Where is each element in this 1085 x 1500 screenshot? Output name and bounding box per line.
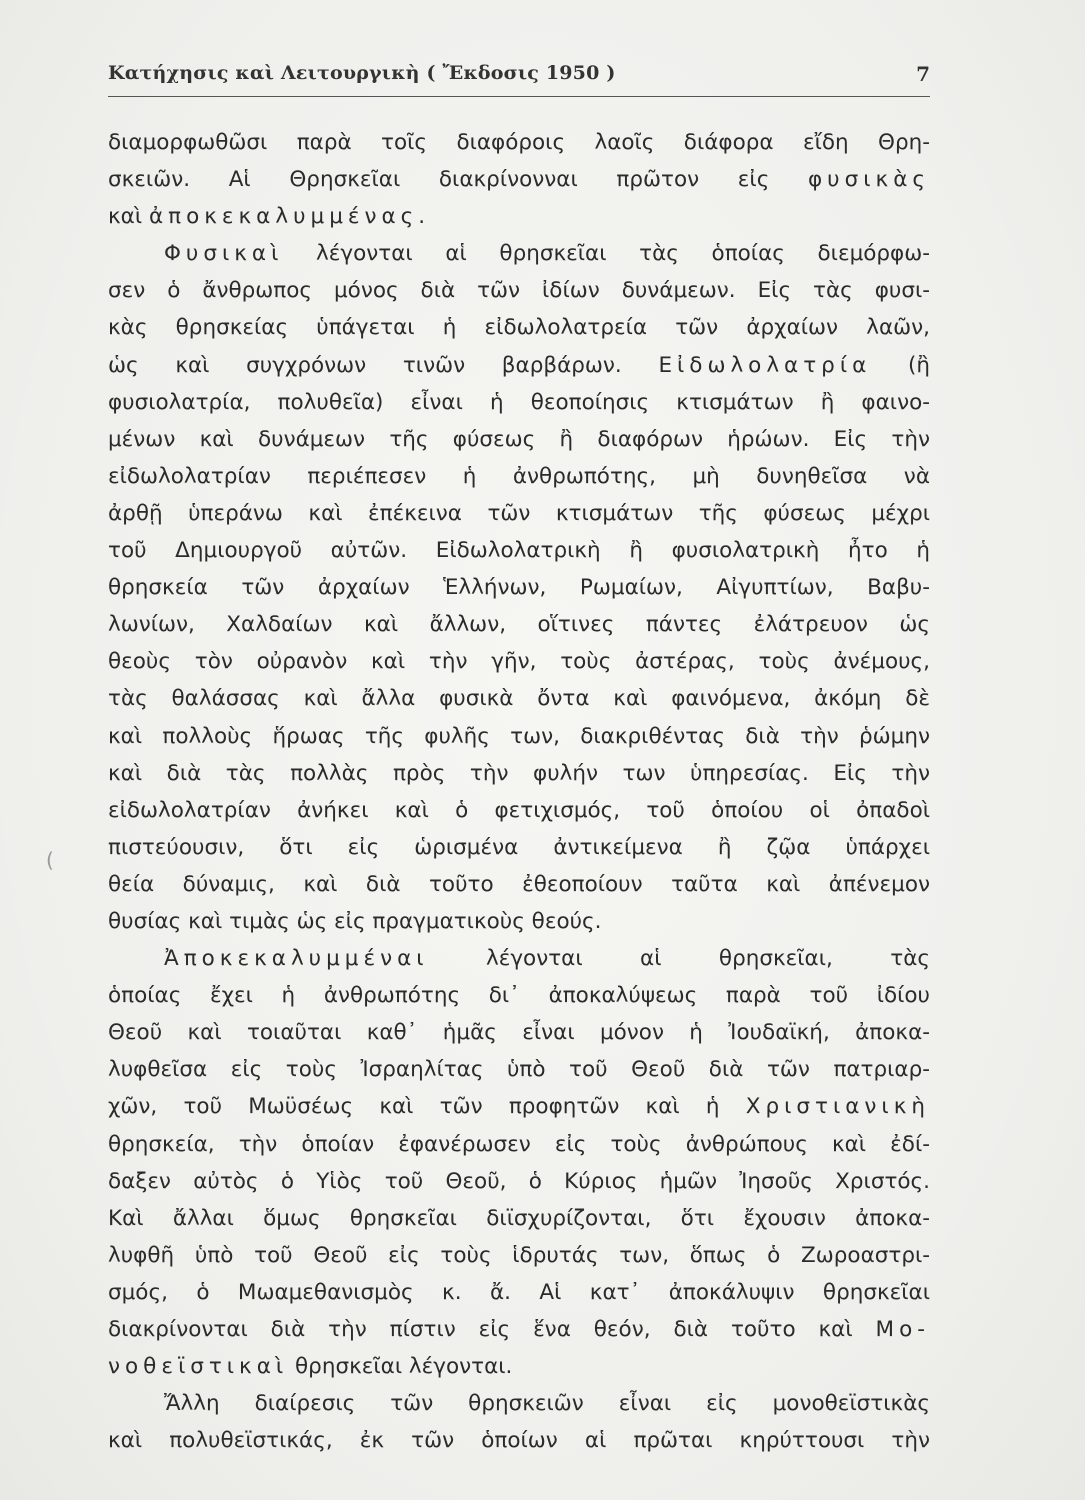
text-line (108, 272, 930, 309)
emphasized-term: νοθεϊστικαὶ (108, 1354, 289, 1380)
text-line (108, 1200, 930, 1237)
text-segment: τοῦ Δημιουργοῦ αὐτῶν. Εἰδωλολατρικὴ ἢ φυσιολατρικὴ ἦτο ἡ (108, 538, 930, 564)
text-line (108, 1014, 930, 1051)
text-segment: διακρίνονται διὰ τὴν πίστιν εἰς ἕνα θεόν, διὰ τοῦτο καὶ (108, 1317, 876, 1342)
text-line (108, 718, 930, 755)
text-line (108, 1237, 930, 1274)
text-segment: θεοὺς τὸν οὐρανὸν καὶ τὴν γῆν, τοὺς ἀστέρας, τοὺς ἀνέμους, (108, 649, 930, 675)
text-line (108, 347, 930, 384)
text-segment: δαξεν αὐτὸς ὁ Υἱὸς τοῦ Θεοῦ, ὁ Κύριος ἡμῶν Ἰησοῦς Χριστός. (108, 1168, 930, 1194)
text-line (108, 866, 930, 903)
text-segment: εἰδωλολατρίαν ἀνήκει καὶ ὁ φετιχισμός, τοῦ ὁποίου οἱ ὀπαδοὶ (108, 797, 930, 823)
text-line (108, 1126, 930, 1163)
text-segment: εἰδωλολατρίαν περιέπεσεν ἡ ἀνθρωπότης, μὴ δυνηθεῖσα νὰ (108, 463, 930, 489)
text-line (108, 977, 930, 1014)
text-line (108, 643, 930, 680)
text-segment: Ἄλλη διαίρεσις τῶν θρησκειῶν εἶναι εἰς μονοθεϊστικὰς (164, 1391, 930, 1417)
text-line (108, 161, 930, 198)
text-line (108, 1385, 930, 1422)
text-line (108, 569, 930, 606)
margin-mark: ( (46, 848, 54, 872)
text-line (108, 1311, 930, 1348)
text-line (108, 309, 930, 346)
text-segment: χῶν, τοῦ Μωϋσέως καὶ τῶν προφητῶν καὶ ἡ (108, 1094, 746, 1120)
text-segment: θυσίας καὶ τιμὰς ὡς εἰς πραγματικοὺς θεούς. (108, 908, 602, 934)
text-segment: τὰς θαλάσσας καὶ ἄλλα φυσικὰ ὄντα καὶ φαινόμενα, ἀκόμη δὲ (108, 686, 930, 712)
text-segment: θρησκεῖαι λέγονται. (288, 1354, 513, 1380)
book-title: Κατήχησις καὶ Λειτουργικὴ ( Ἔκδοσις 1950 ) (108, 62, 616, 84)
text-segment: λυφθῆ ὑπὸ τοῦ Θεοῦ εἰς τοὺς ἱδρυτάς των, ὅπως ὁ Ζωροαστρι- (108, 1242, 930, 1268)
text-line (108, 421, 930, 458)
text-segment: ὡς καὶ συγχρόνων τινῶν βαρβάρων. (108, 352, 659, 378)
text-line (108, 532, 930, 569)
emphasized-term: Ἀποκεκαλυμμέναι (164, 946, 429, 972)
text-segment: ὁποίας ἔχει ἡ ἀνθρωπότης δι᾽ ἀποκαλύψεως παρὰ τοῦ ἰδίου (108, 983, 930, 1009)
text-segment: διαμορφωθῶσι παρὰ τοῖς διαφόροις λαοῖς διάφορα εἴδη Θρη- (108, 130, 930, 155)
text-line (108, 384, 930, 421)
text-segment: λέγονται αἱ θρησκεῖαι, τὰς (428, 946, 930, 972)
text-line (108, 940, 930, 977)
text-line (108, 1163, 930, 1200)
text-segment: (ἢ (871, 352, 930, 378)
text-segment: Καὶ ἄλλαι ὅμως θρησκεῖαι διϊσχυρίζονται, ὅτι ἔχουσιν ἀποκα- (108, 1205, 930, 1231)
text-segment: καὶ πολυθεϊστικάς, ἐκ τῶν ὁποίων αἱ πρῶται κηρύττουσι τὴν (108, 1428, 930, 1454)
running-header (108, 62, 930, 97)
text-line (108, 198, 930, 235)
emphasized-term: φυσικὰς (808, 167, 930, 193)
text-line (108, 829, 930, 866)
text-segment: φυσιολατρία, πολυθεῖα) εἶναι ἡ θεοποίησις κτισμάτων ἢ φαινο- (108, 389, 930, 415)
text-segment: θεία δύναμις, καὶ διὰ τοῦτο ἐθεοποίουν ταῦτα καὶ ἀπένεμον (108, 871, 930, 897)
text-line (108, 235, 930, 272)
emphasized-term: Μο- (875, 1317, 930, 1342)
emphasized-term: Εἰδωλολατρία (658, 352, 872, 378)
emphasized-term: Χριστιανικὴ (745, 1094, 930, 1120)
text-line (108, 124, 930, 161)
text-segment: λωνίων, Χαλδαίων καὶ ἄλλων, οἵτινες πάντες ἐλάτρευον ὡς (108, 612, 930, 638)
emphasized-term: ἀποκεκαλυμμένας. (148, 204, 431, 230)
text-segment: κὰς θρησκείας ὑπάγεται ἡ εἰδωλολατρεία τῶν ἀρχαίων λαῶν, (108, 315, 930, 341)
text-segment: καὶ διὰ τὰς πολλὰς πρὸς τὴν φυλήν των ὑπηρεσίας. Εἰς τὴν (108, 760, 930, 786)
text-line (108, 903, 930, 940)
text-line (108, 755, 930, 792)
page-number: 7 (916, 62, 930, 86)
text-segment: ἀρθῇ ὑπεράνω καὶ ἐπέκεινα τῶν κτισμάτων τῆς φύσεως μέχρι (108, 500, 930, 526)
text-line (108, 792, 930, 829)
text-line (108, 1422, 930, 1459)
text-line (108, 1088, 930, 1125)
text-line (108, 458, 930, 495)
text-line (108, 1274, 930, 1311)
text-segment: θρησκεία, τὴν ὁποίαν ἐφανέρωσεν εἰς τοὺς ἀνθρώπους καὶ ἐδί- (108, 1131, 930, 1157)
text-segment: καὶ (108, 204, 149, 230)
text-segment: σεν ὁ ἄνθρωπος μόνος διὰ τῶν ἰδίων δυνάμεων. Εἰς τὰς φυσι- (108, 278, 930, 304)
text-segment: πιστεύουσιν, ὅτι εἰς ὡρισμένα ἀντικείμενα ἢ ζῷα ὑπάρχει (108, 834, 930, 860)
body-text (108, 124, 930, 1459)
text-segment: Θεοῦ καὶ τοιαῦται καθ᾽ ἡμᾶς εἶναι μόνον ἡ Ἰουδαϊκή, ἀποκα- (108, 1020, 930, 1046)
text-segment: λυφθεῖσα εἰς τοὺς Ἰσραηλίτας ὑπὸ τοῦ Θεοῦ διὰ τῶν πατριαρ- (108, 1057, 930, 1083)
emphasized-term: Φυσικαὶ (164, 241, 284, 267)
text-line (108, 680, 930, 717)
text-segment: θρησκεία τῶν ἀρχαίων Ἑλλήνων, Ρωμαίων, Αἰγυπτίων, Βαβυ- (108, 575, 930, 601)
text-segment: σμός, ὁ Μωαμεθανισμὸς κ. ἄ. Αἱ κατ᾽ ἀποκάλυψιν θρησκεῖαι (108, 1279, 930, 1305)
text-line (108, 1348, 930, 1385)
text-line (108, 1051, 930, 1088)
text-segment: λέγονται αἱ θρησκεῖαι τὰς ὁποίας διεμόρφω- (283, 241, 930, 267)
text-line (108, 495, 930, 532)
text-segment: μένων καὶ δυνάμεων τῆς φύσεως ἢ διαφόρων ἡρώων. Εἰς τὴν (108, 426, 930, 452)
text-segment: καὶ πολλοὺς ἥρωας τῆς φυλῆς των, διακριθέντας διὰ τὴν ῥώμην (108, 723, 930, 749)
text-line (108, 606, 930, 643)
text-segment: σκειῶν. Αἱ Θρησκεῖαι διακρίνονναι πρῶτον εἰς (108, 167, 808, 193)
